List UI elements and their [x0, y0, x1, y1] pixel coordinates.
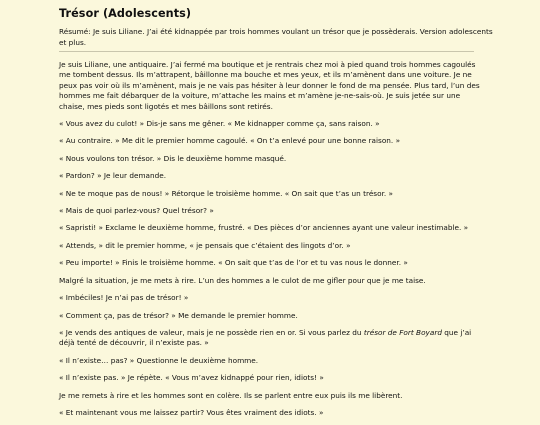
- story-paragraph: Je suis Liliane, une antiquaire. J’ai fermé ma boutique et je rentrais chez moi à pied quand trois hommes cagoulés me tombent dessus. Ils m’attrapent, bâillonne ma bouche et mes yeux, et ils m’amènent dans une voiture. Je ne peux pas voir où ils m’amènent, mais je ne vais pas hésiter à leur donner le fond de ma pensée. Plus tard, l’un des hommes me fait débarquer de la voiture, m’attache les mains et m’amène je-ne-sais-où. Je suis jetée sur une chaise, mes pieds sont ligotés et mes bâillons sont retirés.: [59, 60, 480, 111]
- story-paragraph: « Attends, » dit le premier homme, « je pensais que c’étaient des lingots d’or. »: [59, 240, 351, 250]
- story-summary: Résumé: Je suis Liliane. J’ai été kidnappée par trois hommes voulant un trésor que je possèderais. Version adolescents et plus.: [59, 27, 493, 47]
- story-paragraph: « Vous avez du culot! » Dis-je sans me gêner. « Me kidnapper comme ça, sans raison. »: [59, 119, 380, 129]
- story-paragraph: « Et maintenant vous me laissez partir? Vous êtes vraiment des idiots. »: [59, 407, 324, 417]
- italic-title: trésor de Fort Boyard: [363, 327, 442, 337]
- story-paragraph: « Peu importe! » Finis le troisième homme. « On sait que t’as de l’or et tu vas nous le donner. »: [59, 258, 408, 268]
- story-paragraph: « Ne te moque pas de nous! » Rétorque le troisième homme. « On sait que t’as un trésor. »: [59, 188, 394, 198]
- story-paragraph: « Imbéciles! Je n’ai pas de trésor! »: [59, 293, 189, 303]
- story-paragraph-italic: [59, 328, 487, 349]
- divider: [59, 51, 474, 52]
- story-paragraph: « Nous voulons ton trésor. » Dis le deuxième homme masqué.: [59, 153, 287, 163]
- story-paragraph: Je me remets à rire et les hommes sont en colère. Ils se parlent entre eux puis ils me libèrent.: [59, 390, 403, 400]
- story-paragraph: Malgré la situation, je me mets à rire. L’un des hommes a le culot de me gifler pour que je me taise.: [59, 275, 426, 285]
- story-paragraph: « Sapristi! » Exclame le deuxième homme, frustré. « Des pièces d’or anciennes ayant une valeur inestimable. »: [59, 223, 469, 233]
- story-paragraph: « Comment ça, pas de trésor? » Me demande le premier homme.: [59, 310, 298, 320]
- story-paragraph: « Mais de quoi parlez-vous? Quel trésor? »: [59, 206, 214, 216]
- story-body: [59, 60, 487, 425]
- story-paragraph: « Il n’existe… pas? » Questionne le deuxième homme.: [59, 355, 259, 365]
- story-paragraph: « Pardon? » Je leur demande.: [59, 171, 167, 181]
- story-paragraph: « Il n’existe pas. » Je répète. « Vous m’avez kidnappé pour rien, idiots! »: [59, 373, 324, 383]
- text-before-italic: « Je vends des antiques de valeur, mais je ne possède rien en or. Si vous parlez du: [59, 327, 364, 337]
- text-after-italic: que j’ai déjà tenté de découvrir, il n’existe pas. »: [59, 327, 472, 348]
- story-paragraph: « Au contraire. » Me dit le premier homme cagoulé. « On t’a enlevé pour une bonne raison. »: [59, 136, 401, 146]
- story-title: Trésor (Adolescents): [59, 7, 192, 20]
